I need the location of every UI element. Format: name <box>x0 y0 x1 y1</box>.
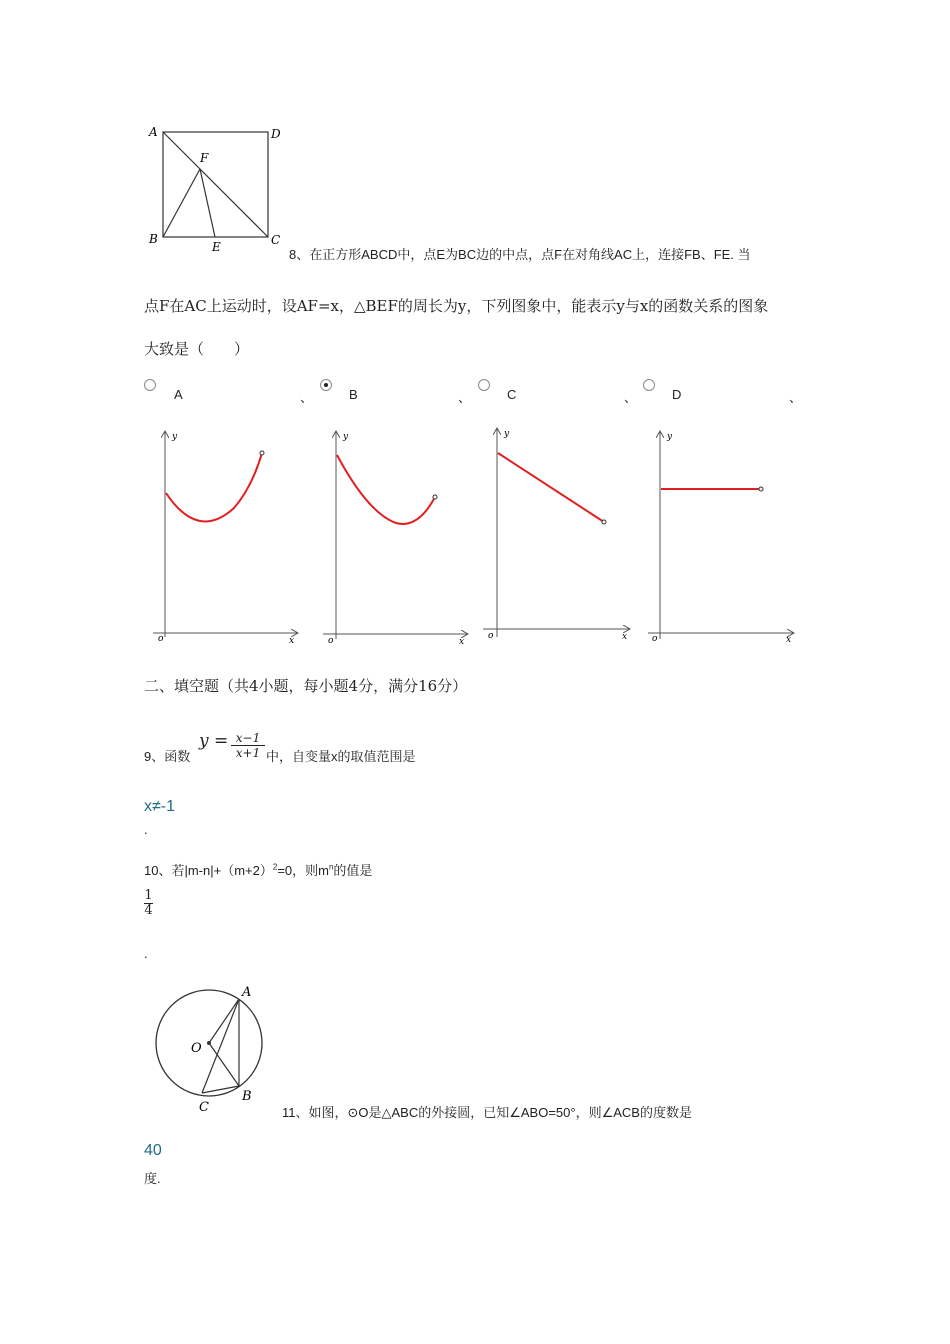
q11-text: 11、如图，⊙O是△ABC的外接圆，已知∠ABO=50°，则∠ACB的度数是 <box>282 1105 692 1120</box>
y-axis-label: y <box>172 432 178 442</box>
option-a-radio[interactable] <box>144 379 156 391</box>
option-separator: 、 <box>458 390 472 405</box>
y-axis-label: y <box>667 432 673 442</box>
label-d: D <box>271 127 281 141</box>
q9-end: . <box>144 822 148 837</box>
graph-d <box>645 425 800 647</box>
option-a-label: A <box>174 387 183 402</box>
q8-line3: 大致是（ ） <box>144 340 250 358</box>
option-d-label: D <box>672 387 682 402</box>
option-c-label: C <box>507 387 517 402</box>
graph-a <box>148 425 303 647</box>
graph-b <box>318 425 473 647</box>
label-e: E <box>212 240 221 254</box>
label-f: F <box>200 151 209 165</box>
q10-text-c: 的值是 <box>333 863 373 878</box>
origin-label: o <box>158 634 164 644</box>
label-c: C <box>199 1100 209 1115</box>
q9-prefix: 9、函数 <box>144 749 191 764</box>
q10-answer-fraction <box>144 889 153 918</box>
q10-ans-denominator: 4 <box>144 903 153 918</box>
circle-abc-figure <box>146 980 276 1118</box>
q10-sup-n: n <box>328 862 334 872</box>
option-b-radio[interactable] <box>320 379 332 391</box>
q10-end: . <box>144 946 148 961</box>
q11-end: 度. <box>144 1171 161 1186</box>
q10-text-a: 10、若|m-n|+（m+2） <box>144 863 273 878</box>
x-axis-label: x <box>289 636 295 646</box>
graph-c <box>480 422 635 644</box>
option-d-radio[interactable] <box>643 379 655 391</box>
q9-fraction <box>231 731 265 760</box>
origin-label: o <box>488 631 494 641</box>
q10-ans-numerator: 1 <box>144 888 153 903</box>
option-separator: 、 <box>624 390 638 405</box>
q9-numerator: x−1 <box>231 731 265 746</box>
square-abcd-figure <box>144 122 286 254</box>
section-2-title: 二、填空题（共4小题，每小题4分，满分16分） <box>144 677 468 695</box>
origin-label: o <box>328 636 334 646</box>
origin-label: o <box>652 634 658 644</box>
q9-denominator: x+1 <box>235 746 261 760</box>
y-axis-label: y <box>504 429 510 439</box>
option-separator: 、 <box>300 390 314 405</box>
q10-text-b: =0，则m <box>277 863 329 878</box>
label-b: B <box>242 1089 252 1104</box>
x-axis-label: x <box>786 635 792 645</box>
label-b: B <box>149 232 158 246</box>
q11-answer: 40 <box>144 1142 162 1159</box>
label-a: A <box>149 125 158 139</box>
y-axis-label: y <box>343 432 349 442</box>
q9-suffix: 中，自变量x的取值范围是 <box>266 749 416 764</box>
q9-formula-y: y = <box>199 731 229 751</box>
x-axis-label: x <box>622 632 628 642</box>
label-a: A <box>242 985 252 1000</box>
q10-text <box>144 860 372 879</box>
q8-line2: 点F在AC上运动时，设AF=x，△BEF的周长为y，下列图象中，能表示y与x的函数关系的图象 <box>144 297 769 315</box>
q10-sup-2: 2 <box>272 862 278 872</box>
label-o: O <box>191 1041 202 1056</box>
x-axis-label: x <box>459 637 465 647</box>
option-separator: 、 <box>789 390 803 405</box>
q9-answer: x≠-1 <box>144 798 176 815</box>
option-b-label: B <box>349 387 358 402</box>
option-c-radio[interactable] <box>478 379 490 391</box>
label-c: C <box>271 233 281 247</box>
q8-line1: 8、在正方形ABCD中，点E为BC边的中点，点F在对角线AC上，连接FB、FE. 当 <box>289 247 751 262</box>
